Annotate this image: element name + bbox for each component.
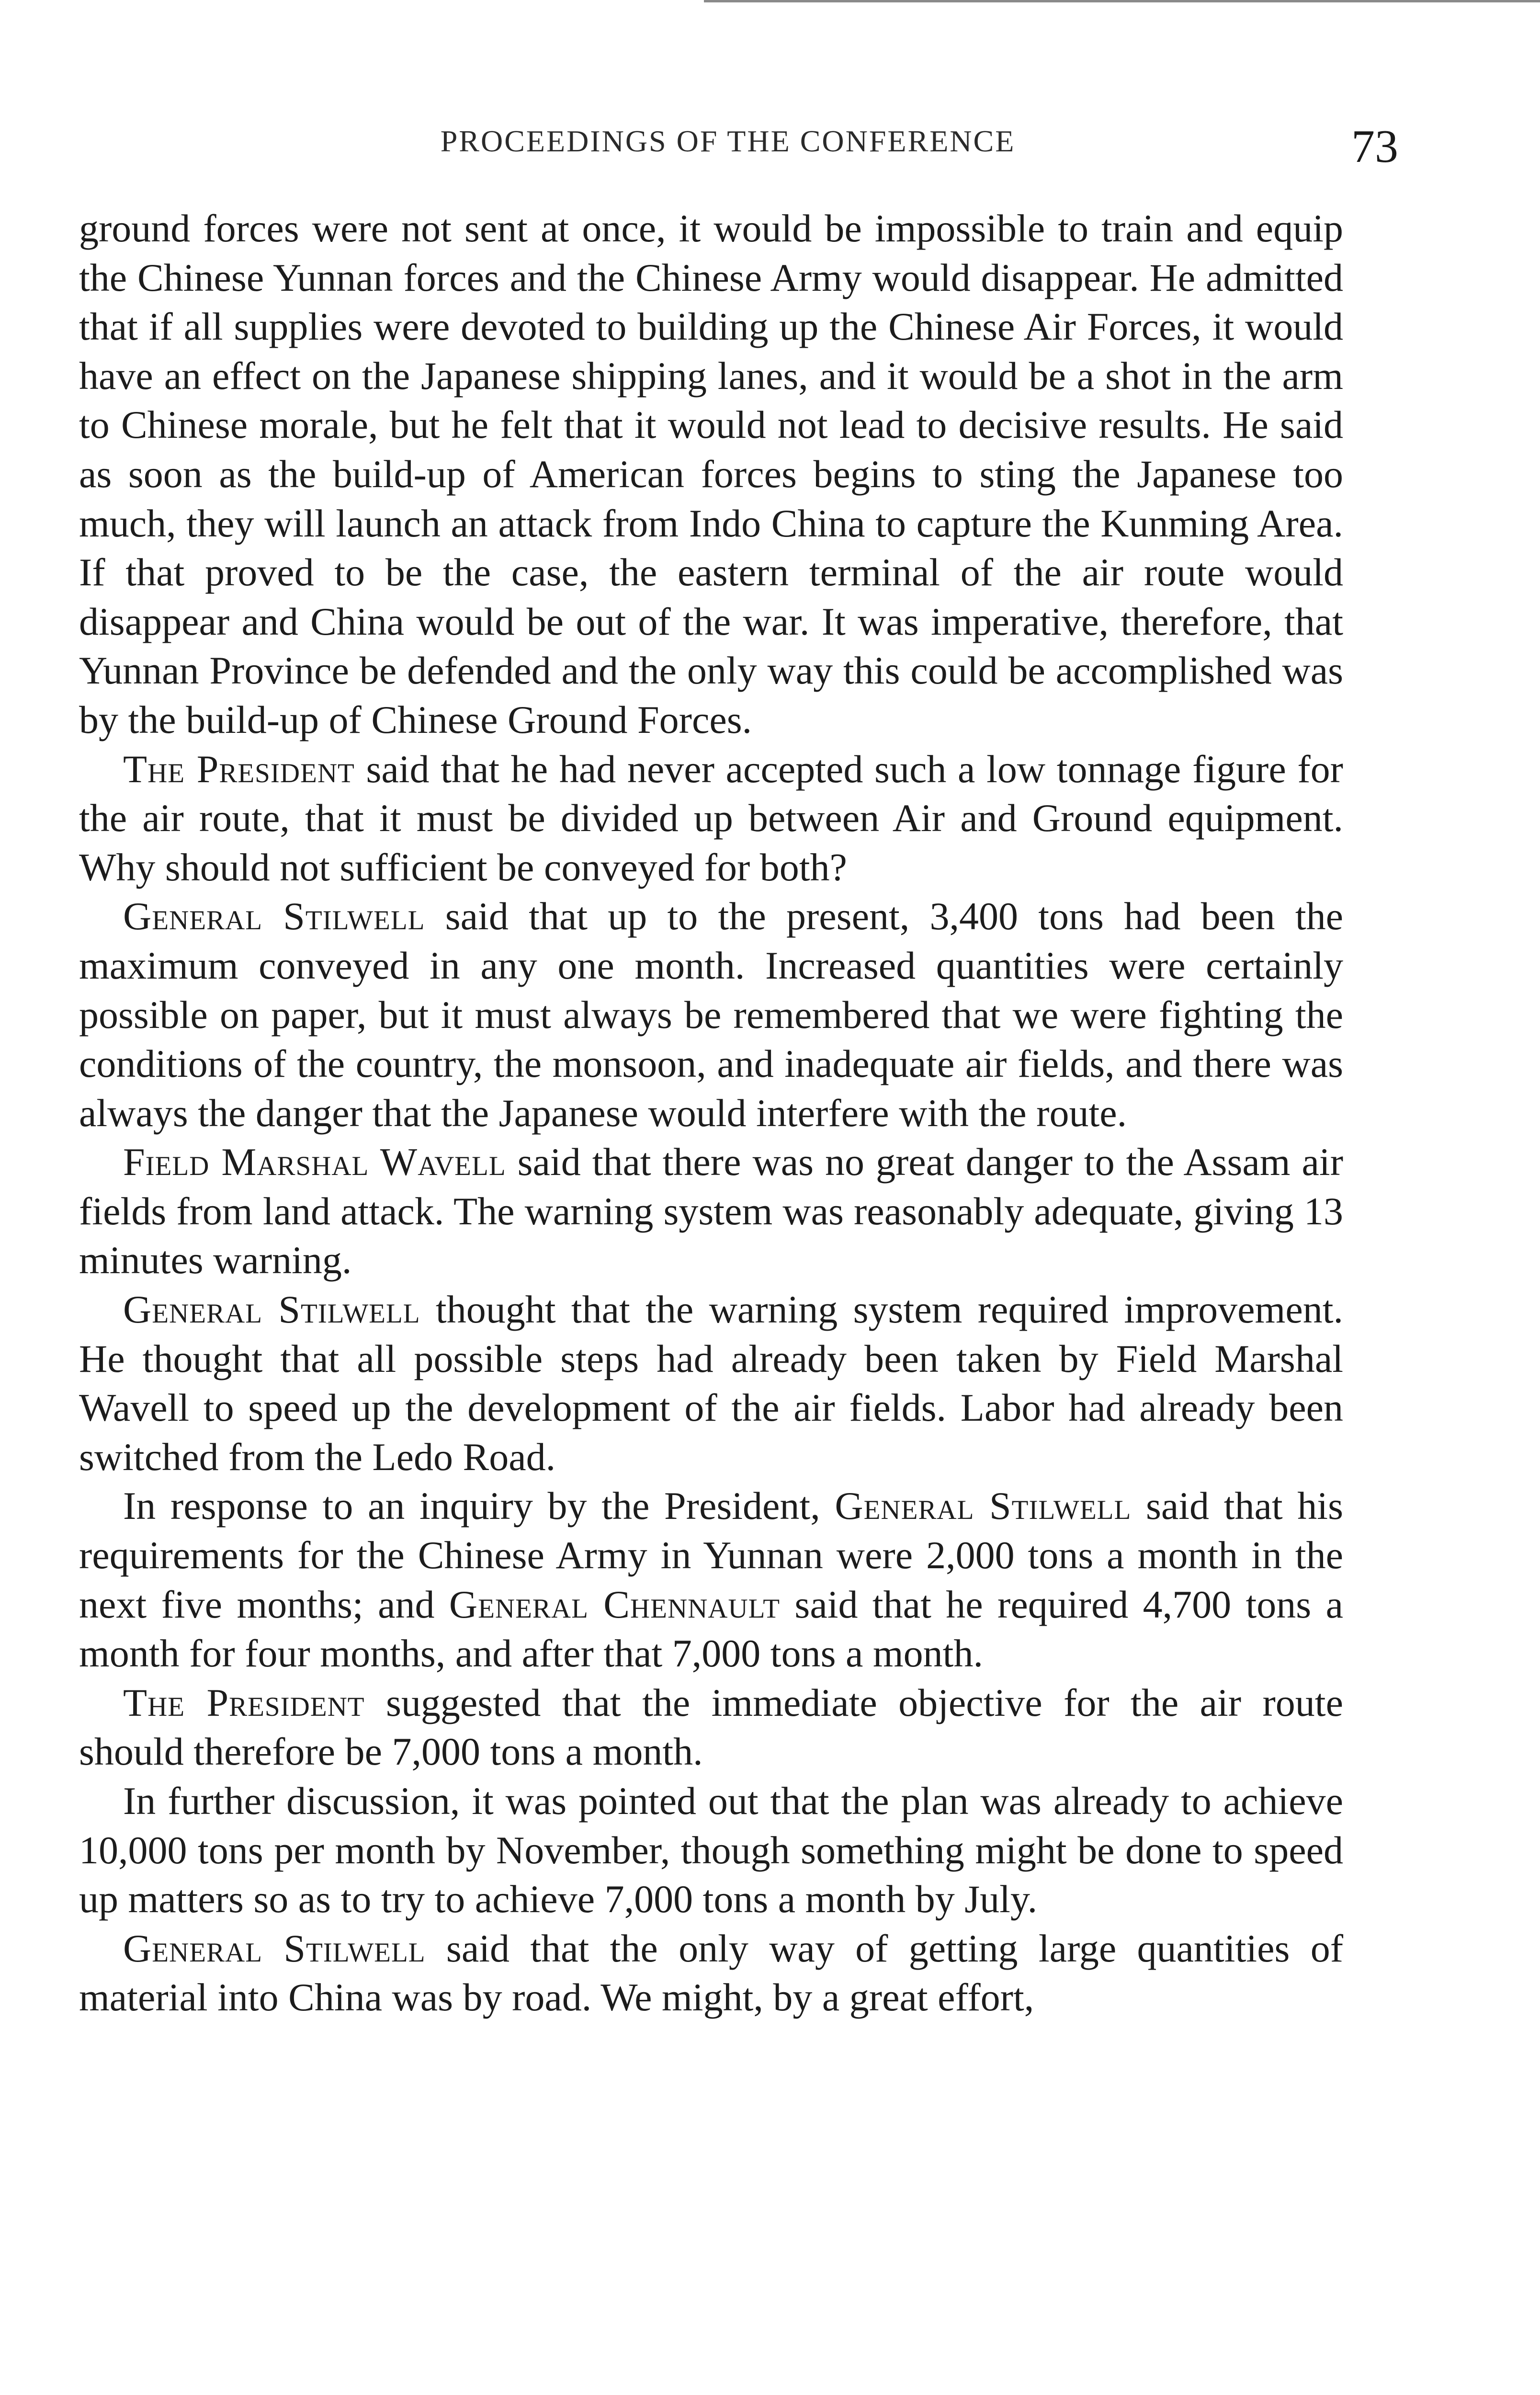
speaker-name: General Stilwell bbox=[835, 1484, 1132, 1528]
paragraph bbox=[79, 1924, 1343, 2022]
paragraph-text: said that the only way of getting large quantities of material into China was by road. We might, by a great effort, bbox=[79, 1926, 1343, 2019]
paragraph-text: said that he had never accepted such a low tonnage figure for the air route, that it must be divided up between Air and Ground equipment. Why should not sufficient be conveyed for both? bbox=[79, 747, 1343, 889]
paragraph-text: said that he required 4,700 tons a month for four months, and after that 7,000 tons a month. bbox=[79, 1582, 1343, 1676]
speaker-name: Field Marshal Wavell bbox=[123, 1140, 506, 1184]
speaker-name: General Stilwell bbox=[123, 1288, 420, 1332]
body-text bbox=[79, 204, 1343, 2022]
paragraph-text: thought that the warning system required improvement. He thought that all possible steps had already been taken by Field Marshal Wavell to speed up the development of the air fields. Labor had already been switched from the Ledo Road. bbox=[79, 1288, 1343, 1479]
paragraph bbox=[79, 1678, 1343, 1777]
paragraph-text: In further discussion, it was pointed out that the plan was already to achieve 10,000 tons per month by November, though something might be done to speed up matters so as to try to achieve 7,000 tons a month by July. bbox=[79, 1779, 1343, 1921]
paragraph-text: said that his requirements for the Chinese Army in Yunnan were 2,000 tons a month in the next five months; and bbox=[79, 1484, 1344, 1626]
top-edge-rule bbox=[704, 0, 1540, 2]
speaker-name: The President bbox=[123, 747, 355, 791]
running-head bbox=[67, 120, 1398, 182]
paragraph-text: said that there was no great danger to the Assam air fields from land attack. The warning system was reasonably adequate, giving 13 minutes warning. bbox=[79, 1140, 1343, 1282]
paragraph bbox=[79, 1285, 1343, 1482]
paragraph-text: ground forces were not sent at once, it would be impossible to train and equip the Chinese Yunnan forces and the Chinese Army would disappear. He admitted that if all supplies were devoted to building up the Chinese Air Forces, it would have an effect on the Japanese shipping lanes, and it would be a shot in the arm to Chinese morale, but he felt that it would not lead to decisive results. He said as soon as the build-up of American forces begins to sting the Japanese too much, they will launch an attack from Indo China to capture the Kunming Area. If that proved to be the case, the eastern terminal of the air route would disappear and China would be out of the war. It was imperative, therefore, that Yunnan Province be defended and the only way this could be accomplished was by the build-up of Chinese Ground Forces. bbox=[79, 206, 1343, 741]
speaker-name: General Stilwell bbox=[123, 1926, 426, 1970]
paragraph bbox=[79, 1138, 1343, 1285]
paragraph bbox=[79, 745, 1343, 892]
paragraph-text: In response to an inquiry by the President, bbox=[123, 1484, 835, 1528]
paragraph-text: said that up to the present, 3,400 tons had been the maximum conveyed in any one month. Increased quantities were certainly possible on paper, but it must always be remembered that we were fighting the conditions of the country, the monsoon, and inadequate air fields, and there was always the danger that the Japanese would interfere with the route. bbox=[79, 894, 1344, 1135]
speaker-name: The President bbox=[123, 1680, 365, 1724]
paragraph bbox=[79, 1482, 1343, 1678]
paragraph bbox=[79, 892, 1343, 1138]
paragraph bbox=[79, 1777, 1343, 1924]
page-number: 73 bbox=[1351, 121, 1398, 172]
running-title: PROCEEDINGS OF THE CONFERENCE bbox=[440, 124, 1016, 158]
speaker-name: General Chennault bbox=[449, 1582, 781, 1626]
paragraph-text: suggested that the immediate objective for the air route should therefore be 7,000 tons a month. bbox=[79, 1680, 1343, 1774]
speaker-name: General Stilwell bbox=[123, 894, 425, 938]
paragraph-continuation bbox=[79, 204, 1343, 745]
